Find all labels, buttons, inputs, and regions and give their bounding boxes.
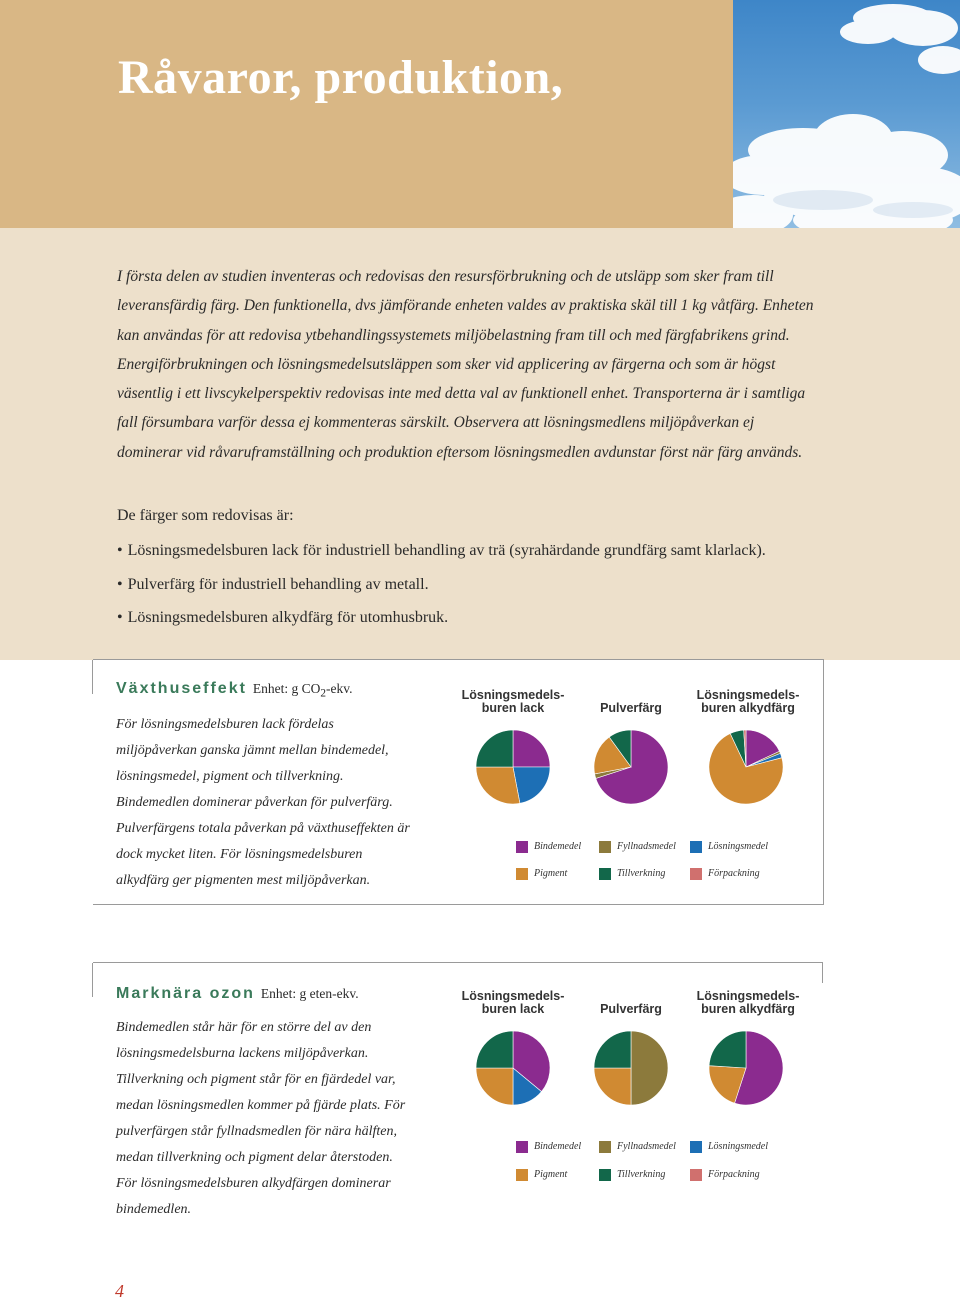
chart-label-pulver: Pulverfärg	[600, 1002, 662, 1016]
pie-slice-pigment	[476, 767, 520, 804]
list-item: • Pulverfärg för industriell behandling av metall.	[117, 572, 766, 606]
chart-label-alkyd: Lösningsmedels- buren alkydfärg	[696, 688, 800, 715]
pie-slice-bindemedel	[513, 730, 550, 767]
pie-chart	[707, 1029, 785, 1107]
chart-label-lack: Lösningsmedels- buren lack	[461, 688, 565, 715]
legend-item: Fyllnadsmedel	[599, 840, 676, 853]
paint-list	[117, 538, 766, 639]
legend-item: Förpackning	[690, 1168, 760, 1181]
page-number: 4	[115, 1281, 124, 1301]
pie-slice-pigment	[476, 1068, 513, 1105]
chart-label-alkyd: Lösningsmedels- buren alkydfärg	[696, 989, 800, 1016]
section-title: Växthuseffekt Enhet: g $CO_2$-ekv.	[116, 680, 353, 700]
section-title: Marknära ozon Enhet: g eten-ekv.	[116, 985, 359, 1002]
legend-swatch	[516, 1141, 528, 1153]
sky-photo	[733, 0, 960, 228]
pie-chart	[474, 728, 552, 806]
legend-item: Lösningsmedel	[690, 1140, 768, 1153]
legend-swatch	[599, 1169, 611, 1181]
legend-swatch	[690, 868, 702, 880]
header-band	[0, 0, 733, 228]
legend-item: Förpackning	[690, 867, 760, 880]
pie-slice-tillverkning	[476, 1031, 513, 1068]
section-description: Bindemedlen står här för en större del av den lösningsmedelsburna lackens miljöpåverkan. Tillverkning och pigment står för en fjärdedel var, medan lösningsmedlen kommer på fjärde plats. För pulverfärgen står fyllnadsmedlen för nära hälften, medan tillverkning och pigment delar återstoden. För lösningsmedelsburen alkydfärgen dominerar bindemedlen.	[116, 1020, 406, 1217]
legend-swatch	[599, 841, 611, 853]
intro-paragraph: I första delen av studien inventeras och redovisas den resursförbrukning och de utsläpp som sker fram till leveransfärdig färg. Den funktionella, dvs jämförande enheten valdes av praktiska skäl till 1 kg våtfärg. Enheten kan användas för att redovisa ytbehandlingssystemets miljöbelastning fram till och med färgfabrikens grind. Energiförbrukningen och lösningsmedelsutsläppen som sker vid applicering av färgerna och som är högst väsentlig i ett livscykelperspektiv redovisas inte med detta val av funktionell enhet. Transporterna är i samtliga fall försumbara varför dessa ej kommenteras särskilt. Observera att lösningsmedlens miljöpåverkan ej dominerar vid råvaruframställning och produktion eftersom lösningsmedlen avdunstar först när färg används.	[117, 268, 814, 461]
pie-chart	[474, 1029, 552, 1107]
list-item: • Lösningsmedelsburen lack för industriell behandling av trä (syrahärdande grundfärg samt klarlack).	[117, 538, 766, 572]
list-intro: De färger som redovisas är:	[117, 507, 294, 524]
legend-item: Lösningsmedel	[690, 840, 768, 853]
pie-slice-pigment	[594, 1068, 631, 1105]
legend-item: Tillverkning	[599, 1168, 665, 1181]
legend-swatch	[516, 1169, 528, 1181]
legend-item: Pigment	[516, 867, 567, 880]
legend-swatch	[516, 868, 528, 880]
legend-swatch	[690, 841, 702, 853]
legend-item: Pigment	[516, 1168, 567, 1181]
section-vaxthuseffekt	[93, 659, 824, 905]
cloud-image	[733, 0, 960, 228]
legend-swatch	[690, 1141, 702, 1153]
pie-slice-fyllnadsmedel	[631, 1031, 668, 1105]
pie-slice-tillverkning	[594, 1031, 631, 1068]
chart-label-pulver: Pulverfärg	[600, 701, 662, 715]
legend-item: Tillverkning	[599, 867, 665, 880]
pie-slice-tillverkning	[709, 1031, 746, 1068]
legend-swatch	[599, 868, 611, 880]
legend-swatch	[690, 1169, 702, 1181]
chart-label-lack: Lösningsmedels- buren lack	[461, 989, 565, 1016]
pie-chart	[707, 728, 785, 806]
legend-item: Bindemedel	[516, 1140, 581, 1153]
unit-label: Enhet: g eten-ekv.	[260, 986, 359, 1001]
legend-item: Bindemedel	[516, 840, 581, 853]
pie-slice-tillverkning	[476, 730, 513, 767]
legend-swatch	[516, 841, 528, 853]
pie-chart	[592, 728, 670, 806]
section-description: För lösningsmedelsburen lack fördelas miljöpåverkan ganska jämnt mellan bindemedel, lösningsmedel, pigment och tillverkning. Bindemedlen dominerar påverkan för pulverfärg. Pulverfärgens totala påverkan på växthuseffekten är dock mycket liten. För lösningsmedelsburen alkydfärg ger pigmenten mest miljöpåverkan.	[116, 717, 410, 888]
section-marknara-ozon	[93, 962, 823, 1243]
unit-label: Enhet: g $CO_2$-ekv.	[252, 681, 353, 700]
legend-swatch	[599, 1141, 611, 1153]
list-item: • Lösningsmedelsburen alkydfärg för utomhusbruk.	[117, 605, 766, 639]
legend-item: Fyllnadsmedel	[599, 1140, 676, 1153]
page-title: Råvaror, produktion,	[118, 51, 564, 104]
pie-chart	[592, 1029, 670, 1107]
